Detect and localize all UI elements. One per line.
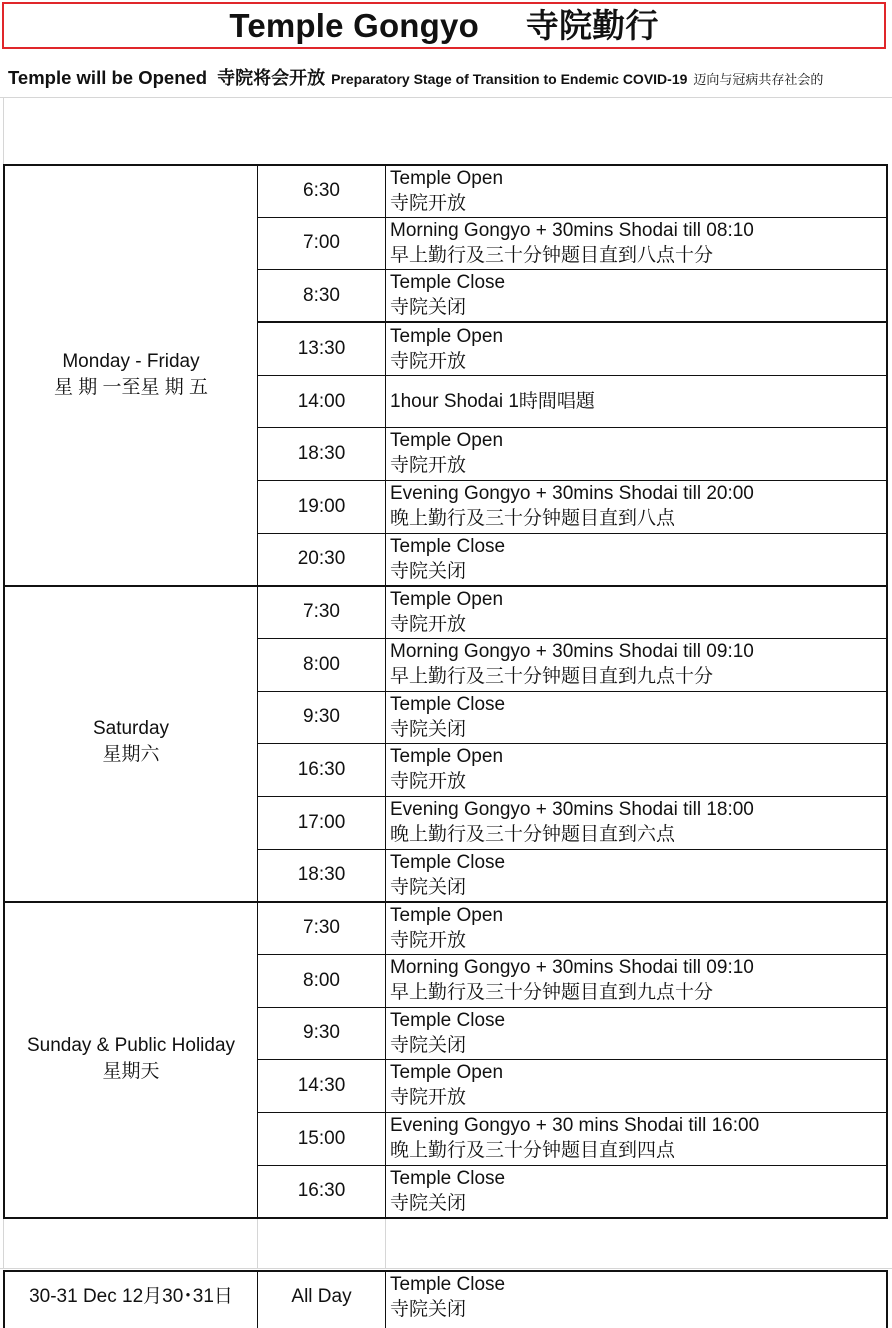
time-cell: 19:00	[297, 496, 346, 517]
activity-zh: 寺院关闭	[390, 1035, 467, 1056]
time-cell: 7:30	[303, 601, 340, 622]
row-divider	[257, 691, 887, 692]
saturday-label-zh: 星期六	[102, 744, 160, 765]
time-cell: 8:30	[303, 285, 340, 306]
row-divider	[257, 533, 887, 534]
activity-cell	[390, 428, 503, 478]
grid-line	[257, 1218, 258, 1268]
activity-zh: 早上勤行及三十分钟题目直到九点十分	[390, 982, 714, 1003]
weekday-label	[4, 349, 258, 401]
activity-cell	[390, 850, 505, 900]
activity-zh: 晚上勤行及三十分钟题目直到四点	[390, 1140, 676, 1161]
activity-zh: 早上勤行及三十分钟题目直到八点十分	[390, 245, 714, 266]
year-end-label: 30-31 Dec 12月30･31日	[29, 1286, 233, 1307]
activity-cell	[390, 270, 505, 320]
activity-cell	[390, 744, 503, 794]
activity-zh: 寺院开放	[390, 455, 467, 476]
grid-line	[3, 98, 4, 164]
activity-en: Morning Gongyo + 30mins Shodai till 09:10	[390, 641, 754, 662]
activity-zh: 晚上勤行及三十分钟题目直到六点	[390, 824, 676, 845]
time-cell: 9:30	[303, 1022, 340, 1043]
row-divider	[257, 427, 887, 428]
time-cell: 9:30	[303, 706, 340, 727]
time-cell: 6:30	[303, 180, 340, 201]
activity-zh: 寺院关闭	[390, 877, 467, 898]
row-divider	[257, 849, 887, 850]
time-cell: 20:30	[297, 548, 346, 569]
activity-en: Temple Close	[390, 272, 506, 293]
activity-cell	[390, 587, 503, 637]
activity-zh: 寺院关闭	[390, 297, 467, 318]
sunday-label	[4, 1033, 258, 1085]
activity-en: Evening Gongyo + 30mins Shodai till 20:00	[390, 483, 754, 504]
time-cell: 18:30	[297, 443, 346, 464]
time-cell: 14:00	[297, 391, 346, 412]
activity-zh: 寺院关闭	[390, 719, 467, 740]
row-divider	[257, 269, 887, 270]
activity-en: Evening Gongyo + 30mins Shodai till 18:00	[390, 799, 754, 820]
activity-zh: 晚上勤行及三十分钟题目直到八点	[390, 508, 676, 529]
row-divider	[257, 321, 887, 323]
activity-en: Temple Open	[390, 326, 504, 347]
subtitle	[8, 64, 823, 90]
activity-zh: 寺院开放	[390, 771, 467, 792]
activity-en: Temple Close	[390, 852, 506, 873]
grid-line	[3, 1218, 4, 1268]
sunday-label-en: Sunday & Public Holiday	[26, 1035, 236, 1056]
year-end-time: All Day	[291, 1286, 352, 1307]
activity-cell	[390, 955, 754, 1005]
activity-en: Temple Close	[390, 1168, 506, 1189]
activity-cell	[390, 797, 754, 847]
time-cell: 8:00	[303, 654, 340, 675]
activity-en: Temple Open	[390, 1062, 504, 1083]
activity-cell: 1hour Shodai 1時間唱題	[390, 391, 595, 412]
activity-en: Morning Gongyo + 30mins Shodai till 08:10	[390, 220, 754, 241]
time-cell: 8:00	[303, 970, 340, 991]
time-cell: 15:00	[297, 1128, 346, 1149]
activity-en: Temple Open	[390, 168, 504, 189]
activity-zh: 寺院开放	[390, 193, 467, 214]
time-cell: 7:30	[303, 917, 340, 938]
activity-en: Temple Open	[390, 746, 504, 767]
row-divider	[257, 1007, 887, 1008]
time-cell: 16:30	[297, 1180, 346, 1201]
activity-cell	[390, 903, 503, 953]
activity-en: Temple Close	[390, 694, 506, 715]
activity-cell	[390, 1272, 505, 1322]
activity-cell	[390, 218, 754, 268]
activity-zh: 寺院关闭	[390, 1193, 467, 1214]
sunday-label-zh: 星期天	[102, 1061, 160, 1082]
activity-zh: 寺院开放	[390, 614, 467, 635]
subtitle-row	[0, 52, 892, 98]
grid-line	[385, 1218, 386, 1268]
row-divider	[257, 743, 887, 744]
activity-cell	[390, 534, 505, 584]
activity-zh: 寺院开放	[390, 1087, 467, 1108]
time-cell: 17:00	[297, 812, 346, 833]
grid-line	[0, 1268, 892, 1269]
activity-en: Temple Open	[390, 905, 504, 926]
weekday-label-zh: 星 期 一至星 期 五	[53, 377, 209, 398]
time-cell: 16:30	[297, 759, 346, 780]
activity-en: Temple Open	[390, 430, 504, 451]
weekday-label-en: Monday - Friday	[62, 351, 200, 372]
activity-zh: 寺院关闭	[390, 1299, 467, 1320]
activity-cell	[390, 1060, 503, 1110]
activity-en: Temple Close	[390, 1010, 506, 1031]
time-cell: 18:30	[297, 864, 346, 885]
activity-en: Temple Close	[390, 1274, 506, 1295]
column-divider	[385, 1270, 386, 1328]
activity-zh: 寺院开放	[390, 351, 467, 372]
activity-cell	[390, 639, 754, 689]
subtitle-open-en: Temple will be Opened	[8, 67, 208, 88]
activity-cell	[390, 1166, 505, 1216]
activity-en: Temple Close	[390, 536, 506, 557]
time-cell: 14:30	[297, 1075, 346, 1096]
activity-cell	[390, 692, 505, 742]
activity-cell	[390, 481, 754, 531]
activity-cell	[390, 1113, 759, 1163]
activity-zh: 寺院开放	[390, 930, 467, 951]
activity-en: Temple Open	[390, 589, 504, 610]
activity-cell	[390, 1008, 505, 1058]
subtitle-open-zh: 寺院将会开放	[217, 68, 326, 88]
saturday-label-en: Saturday	[92, 718, 170, 739]
row-divider	[257, 1059, 887, 1060]
activity-en: Morning Gongyo + 30mins Shodai till 09:10	[390, 957, 754, 978]
row-divider	[257, 375, 887, 376]
subtitle-stage-zh: 迈向与冠病共存社会的	[693, 72, 824, 87]
time-cell: 13:30	[297, 338, 346, 359]
activity-zh: 寺院关闭	[390, 561, 467, 582]
activity-en: Evening Gongyo + 30 mins Shodai till 16:00	[390, 1115, 760, 1136]
page-title: Temple Gongyo 寺院勤行	[2, 2, 886, 49]
time-cell: 7:00	[303, 232, 340, 253]
activity-zh: 早上勤行及三十分钟题目直到九点十分	[390, 666, 714, 687]
activity-cell	[390, 166, 503, 216]
row-divider	[257, 1165, 887, 1166]
activity-cell	[390, 324, 503, 374]
saturday-label	[4, 716, 258, 768]
subtitle-stage-en: Preparatory Stage of Transition to Endemic COVID-19	[331, 71, 688, 87]
